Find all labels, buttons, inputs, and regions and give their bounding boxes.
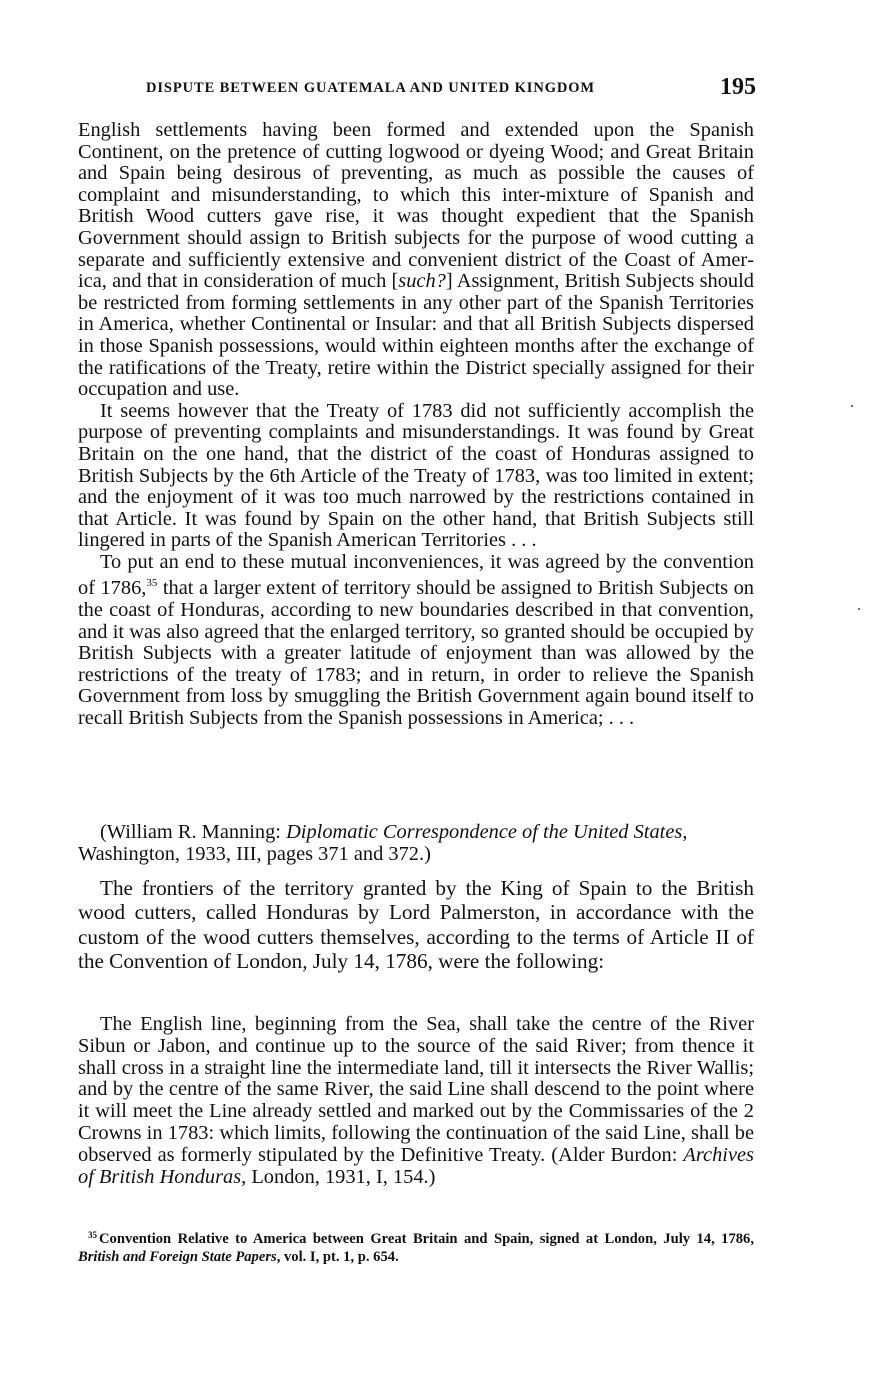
citation-details: , Washington, 1933, III, pages 371 and 372.) xyxy=(78,821,688,865)
footnote-reference[interactable]: 35 xyxy=(146,577,158,590)
quote-paragraph-1-italic: such? xyxy=(398,270,446,293)
running-title: DISPUTE BETWEEN GUATEMALA AND UNITED KINGDOM xyxy=(146,80,596,96)
quote-paragraph-3 xyxy=(78,552,754,730)
citation-author: (William R. Manning: xyxy=(100,821,287,843)
page-number: 195 xyxy=(720,74,756,100)
citation-burdon-author: (Alder Burdon: xyxy=(551,1143,684,1166)
scan-speck xyxy=(858,608,860,610)
footnote-text: Convention Relative to America between Great Britain and Spain, signed at London, July 14, 1786, xyxy=(99,1231,754,1247)
citation-manning xyxy=(78,822,754,865)
quote-paragraph-1-text: English settlements having been formed and extended upon the Spanish Continent, on the pretence of cutting logwood or dyeing Wood; and Great Britain and Spain being desirous of preventing, as much as possible the causes of complaint and misunderstanding, to which this inter-mixture of Spanish and British Wood cutters gave rise, it was thought expedient that the Spanish Government should assign to British subjects for the purpose of wood cutting a separate and sufficiently extensive and convenient district of the Coast of America, and that in consideration of much [ xyxy=(78,119,754,293)
quote-paragraph-2: It seems however that the Treaty of 1783 did not sufficiently accomplish the purpose of preventing complaints and misunderstandings. It was found by Great Britain on the one hand, that the district of the coast of Honduras assigned to British Subjects by the 6th Article of the Treaty of 1783, was too limited in extent; and the enjoyment of it was too much narrowed by the restrictions contained in that Article. It was found by Spain on the other hand, that British Subjects still lingered in parts of the Spanish American Territories . . . xyxy=(78,399,754,552)
quote-convention-text: The English line, beginning from the Sea, shall take the centre of the River Sibun or Jabon, and continue up to the source of the said River; from thence it shall cross in a straight line the intermediate land, till it intersects the River Wallis; and by the centre of the same River, the said Line shall descend to the point where it will meet the Line already settled and marked out by the Commissaries of the 2 Crowns in 1783: which limits, following the continuation of the said Line, shall be observed as formerly stipulated by the Definitive Treaty. xyxy=(78,1013,754,1166)
scan-speck xyxy=(851,405,853,407)
quote-paragraph-1 xyxy=(78,120,754,401)
block-quote-burdon xyxy=(78,1014,754,1188)
footnote xyxy=(78,1226,754,1266)
body-paragraph: The frontiers of the territory granted by the King of Spain to the British wood cutters, called Honduras by Lord Palmerston, in accordance with the custom of the wood cutters themselves, according to the terms of Article II of the Convention of London, July 14, 1786, were the following: xyxy=(78,876,754,973)
citation-burdon-title: Archives of British Honduras xyxy=(78,1143,754,1188)
block-quote-manning xyxy=(78,120,754,730)
citation-title: Diplomatic Correspondence of the United States xyxy=(286,821,683,843)
citation-burdon-details: , London, 1931, I, 154.) xyxy=(241,1165,436,1188)
quote-paragraph-3-text-cont: that a larger extent of territory should be assigned to British Subjects on the coast of Honduras, according to new boundaries described in that convention, and it was also agreed that the enlarged territory, so granted should be occupied by British Subjects with a greater latitude of enjoyment than was allowed by the restrictions of the treaty of 1783; and in return, in order to relieve the Spanish Government from loss by smuggling the British Government again bound itself to recall British Subjects from the Spanish possessions in America; . . . xyxy=(78,577,754,730)
quote-paragraph-3-text: To put an end to these mutual inconveniences, it was agreed by the convention of 1786, xyxy=(78,550,754,600)
footnote-marker: 35 xyxy=(88,1230,97,1240)
footnote-text-cont: , vol. I, pt. 1, p. 654. xyxy=(276,1249,399,1265)
quote-paragraph-1-text-cont: ] Assignment, British Subjects should be restricted from forming settlements in any other part of the Spanish Territories in America, whether Continental or Insular: and that all British Subjects dispersed in those Spanish possessions, would within eighteen months after the exchange of the ratifications of the Treaty, retire within the District specially assigned for their occupation and use. xyxy=(78,270,754,401)
footnote-title: British and Foreign State Papers xyxy=(78,1249,277,1265)
running-head xyxy=(146,74,758,104)
